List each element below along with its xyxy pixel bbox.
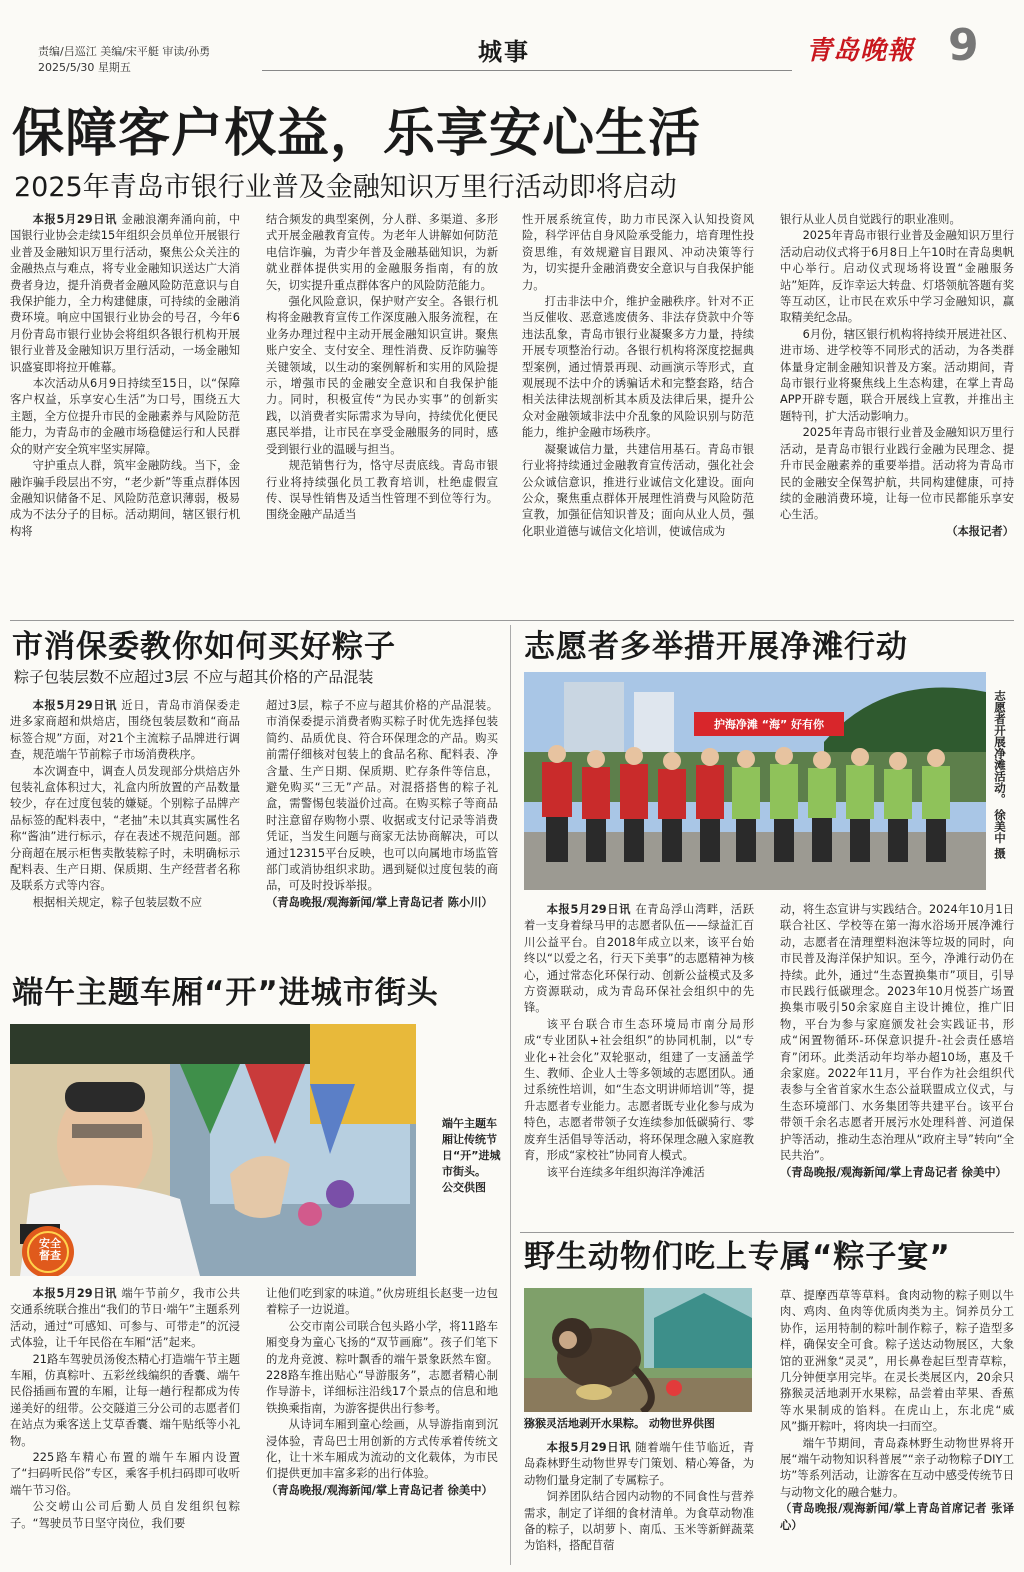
paragraph-text: 随着端午佳节临近，青岛森林野生动物世界专门策划、精心筹备，为动物们量身定制了专属粽子。 <box>524 1441 754 1487</box>
main-col-3 <box>522 212 754 612</box>
paragraph <box>10 698 240 764</box>
paragraph: 草、提摩西草等草料。食肉动物的粽子则以牛肉、鸡肉、鱼肉等优质肉类为主。饲养员分工协作，运用特制的粽叶制作粽子，粽子造型多样，确保安全可食。粽子送达动物展区，大象馆的亚洲象“灵灵”，用长鼻卷起巨型青草粽，几分钟便享用完毕。在灵长类展区内，20余只猕猴灵活地剥开水果粽，品尝着由苹果、香蕉等水果制成的馅料。在虎山上，东北虎“威风”撕开粽叶，将肉块一扫而空。 <box>780 1289 1014 1434</box>
caption-credit: 动物世界供图 <box>648 1417 715 1430</box>
paragraph: 公交市南公司联合包头路小学，将11路车厢变身为童心飞扬的“双节画廊”。孩子们笔下的龙舟竞渡、粽叶飘香的端午景象跃然车窗。228路车推出贴心“导游服务”，志愿者精心制作导游卡，详细标注沿线17个景点的信息和地铁换乘指南，为游客提供出行参考。 <box>266 1319 498 1415</box>
paragraph: 公交崂山公司后勤人员自发组织包粽子。“驾驶员节日坚守岗位，我们要 <box>10 1500 240 1530</box>
paragraph: 端午节期间，青岛森林野生动物世界将开展“端午动物知识科普展”“亲子动物粽子DIY工坊”等系列活动，让游客在互动中感受传统节日与动物文化的融合魅力。 <box>780 1436 1014 1499</box>
paragraph: 动，将生态宣讲与实践结合。2024年10月1日联合社区、学校等在第一海水浴场开展净滩行动，志愿者在清理塑料泡沫等垃圾的同时，向市民普及海洋保护知识。至今，净滩行动仍在持续。此外，通过“生态置换集市”项目，引导市民践行低碳理念。2023年10月悦荟广场置换集市吸引50余家庭自主设计摊位，推广旧物，平台为参与家庭颁发社会实践证书，形成“闲置物循环-环保意识提升-社会责任感培育”闭环。此类活动年均举办超10场，惠及千余家庭。2022年11月，平台作为社会组织代表参与全省首家水生态公益联盟成立仪式，与生态环境部门、水务集团等共建平台。该平台带领千余名志愿者开展污水处理科普、河道保护等活动，推动生态治理从“政府主导”转向“全民共治”。 <box>780 903 1014 1163</box>
paragraph: 打击非法中介，维护金融秩序。针对不正当反催收、恶意逃废债务、非法存贷款中介等违法乱象，青岛市银行业凝聚多方力量，持续开展专项整治行动。各银行机构将深度挖掘典型案例，通过情景再现、动画演示等形式，直观展现不法中介的诱骗话术和完整套路，结合相关法律法规剖析其本质及法律后果，提升公众对金融领域非法中介乱象的风险识别与防范能力，维护金融市场秩序。 <box>522 295 754 440</box>
volunteer-headline: 志愿者多举措开展净滩行动 <box>524 629 908 665</box>
bus-photo-caption <box>442 1116 502 1196</box>
byline: （青岛晚报/观海新闻/掌上青岛记者 徐美中） <box>266 1483 493 1497</box>
dateline: 本报5月29日讯 <box>32 213 118 226</box>
column-divider <box>510 625 511 1565</box>
byline: （本报记者） <box>946 524 1014 538</box>
zongzi-subheadline: 粽子包装层数不应超过3层 不应与超其价格的产品混装 <box>14 668 374 686</box>
bus-col-1 <box>10 1286 240 1568</box>
paragraph: 凝聚诚信力量，共建信用基石。青岛市银行业将持续通过金融教育宣传活动，强化社会公众诚信意识，推进行业诚信文化建设。面向公众，聚焦重点群体开展理性消费与风险防范宣教，加强征信知识普及；面向从业人员，强化职业道德与诚信文化培训，使诚信成为 <box>522 442 754 538</box>
caption-text: 志愿者开展净滩活动。 <box>993 690 1007 805</box>
paragraph: 从诗词车厢到童心绘画，从导游指南到沉浸体验，青岛巴士用创新的方式传承着传统文化，让十米车厢成为流动的文化载体，为市民们提供更加丰富多彩的出行体验。 <box>266 1418 498 1481</box>
bus-photo <box>10 1024 416 1276</box>
byline: （青岛晚报/观海新闻/掌上青岛首席记者 张译心） <box>780 1502 1014 1532</box>
paragraph: 本次调查中，调查人员发现部分烘焙店外包装礼盒体积过大，礼盒内所放置的产品数量较少，存在过度包装的嫌疑。个别粽子品牌产品标签的配料表中，“老抽”未以其真实属性名称“酱油”进行标示，存在表述不规范问题。部分商超在展示柜售卖散装粽子时，未明确标示配料表、生产日期、保质期、生产经营者名称及联系方式等内容。 <box>10 764 240 893</box>
paragraph: 结合频发的典型案例，分人群、多渠道、多形式开展金融教育宣传。为老年人讲解如何防范电信诈骗，为青少年普及金融基础知识，为新就业群体提供实用的金融服务指南，有的放矢，切实提升重点群体客户的风险防范能力。 <box>266 213 498 292</box>
zongzi-headline: 市消保委教你如何买好粽子 <box>12 629 396 665</box>
caption-credit: 徐美中 摄 <box>993 809 1007 860</box>
paragraph: 该平台连续多年组织海洋净滩活 <box>546 1165 705 1179</box>
date-line: 2025/5/30 星期五 <box>38 61 131 74</box>
paragraph <box>10 1286 240 1352</box>
volunteer-col-2 <box>780 902 1014 1228</box>
paragraph: 饲养团队结合园内动物的不同食性与营养需求，制定了详细的食材清单。为食草动物准备的粽子，以胡萝卜、南瓜、玉米等新鲜蔬菜为馅料，搭配苜蓿 <box>524 1490 754 1553</box>
masthead-rule <box>262 70 792 71</box>
animal-photo-image <box>524 1288 752 1412</box>
main-col-4 <box>780 212 1014 612</box>
paragraph: 本次活动从6月9日持续至15日，以“保障客户权益，乐享安心生活”为口号，围绕五大主题，全方位提升市民的金融素养与风险防范能力，为青岛市的金融市场稳健运行和人民群众的财产安全筑牢坚实屏障。 <box>10 377 240 456</box>
paragraph: 让他们吃到家的味道。”伙房班组长赵斐一边包着粽子一边说道。 <box>266 1287 498 1317</box>
animal-col-1 <box>524 1440 754 1568</box>
paragraph: 强化风险意识，保护财产安全。各银行机构将金融教育宣传工作深度融入服务流程，在业务办理过程中主动开展金融知识宣讲。聚焦账户安全、支付安全、理性消费、反诈防骗等关键领域，以生动的案例解析和实用的风险提示，增强市民的金融安全意识和自我保护能力。同时，积极宣传“为民办实事”的创新实践，以消费者实际需求为导向，持续优化便民惠民举措，让市民在享受金融服务的同时，感受到银行业的温暖与担当。 <box>266 295 498 456</box>
masthead-meta <box>38 44 258 76</box>
animal-col-2 <box>780 1288 1014 1568</box>
dateline: 本报5月29日讯 <box>546 903 632 916</box>
paragraph: 银行从业人员自觉践行的职业准则。 <box>780 213 961 226</box>
caption-text: 猕猴灵活地剥开水果粽。 <box>524 1417 645 1430</box>
paragraph: 2025年青岛市银行业普及金融知识万里行活动，是青岛市银行业践行金融为民理念、提升市民金融素养的重要举措。活动将为青岛市民的金融安全保驾护航，共同构建健康，可持续的金融消费环境，让每一位市民都能乐享安心生活。 <box>780 426 1014 522</box>
paragraph: 根据相关规定，粽子包装层数不应 <box>32 895 203 909</box>
paragraph-text: 金融浪潮奔涌向前，中国银行业协会走续15年组织会员单位开展银行业普及金融知识万里行活动，聚焦公众关注的金融热点与难点，将专业金融知识送达广大消费者身边，提升消费者金融风险防范意识与自我保护能力，全力构建健康，可持续的金融消费环境。响应中国银行业协会的号召，今年6月份青岛市银行业协会将组织各银行机构开展银行业普及金融知识万里行活动，一场金融知识盛宴即将拉开帷幕。 <box>10 213 240 374</box>
page-number: 9 <box>948 20 979 71</box>
volunteer-photo-caption <box>992 690 1008 900</box>
paragraph <box>10 212 240 376</box>
byline: （青岛晚报/观海新闻/掌上青岛记者 徐美中） <box>780 1165 1007 1179</box>
volunteer-col-1 <box>524 902 754 1228</box>
volunteer-photo-image <box>524 672 986 890</box>
paragraph <box>524 1440 754 1489</box>
banner-text: 护海净滩 “海” 好有你 <box>713 718 825 731</box>
newspaper-logo: 青岛晚報 <box>806 36 915 66</box>
zongzi-col-2 <box>266 698 498 960</box>
section-divider <box>520 1232 1014 1233</box>
paragraph-text: 端午节前夕，我市公共交通系统联合推出“我们的节日·端午”主题系列活动，通过“可感知、可参与、可带走”的沉浸式体验，让千年民俗在车厢“活”起来。 <box>10 1287 240 1350</box>
dateline: 本报5月29日讯 <box>32 699 118 712</box>
paragraph: 超过3层，粽子不应与超其价格的产品混装。市消保委提示消费者购买粽子时优先选择包装简约、品质优良、符合环保理念的产品。购买前需仔细核对包装上的食品名称、配料表、净含量、生产日期、保质期、贮存条件等信息，避免购买“三无”产品。对混搭搭售的粽子礼盒，需警惕包装溢价过高。在购买粽子等商品时注意留存购物小票、收据或支付记录等消费凭证，当发生问题与商家无法协商解决，可以通过12315平台反映，也可以向属地市场监管部门或消协组织求助。遇到疑似过度包装的商品，可及时投诉举报。 <box>266 699 498 893</box>
main-col-2 <box>266 212 498 612</box>
paragraph-text: 近日，青岛市消保委走进多家商超和烘焙店，围绕包装层数和“商品标签合规”方面，对21个主流粽子品牌进行调查，规范端午节前粽子市场消费秩序。 <box>10 699 240 762</box>
paragraph-text: 在青岛浮山湾畔，活跃着一支身着绿马甲的志愿者队伍——绿益汇百川公益平台。自2018年成立以来，该平台始终以“以爱之名，行天下美事”的志愿精神为核心，通过常态化环保行动、创新公益模式及多方资源联动，成为青岛环保社会组织中的先锋。 <box>524 903 754 1015</box>
main-subheadline: 2025年青岛市银行业普及金融知识万里行活动即将启动 <box>14 172 677 203</box>
paragraph: 该平台联合市生态环境局市南分局形成“专业团队+社会组织”的协同机制，以“专业化+社会化”双轮驱动，组建了一支涵盖学生、教师、企业人士等多领域的志愿团队。通过系统性培训，如“生态文明讲师培训”等，提升志愿者专业能力。志愿者既专业化参与成为特色，志愿者带领子女连续参加低碳骑行、零废弃生活倡导等活动，将环保理念融入家庭教育，形成“家校社”协同育人模式。 <box>524 1017 754 1163</box>
paragraph <box>524 902 754 1017</box>
section-divider <box>10 620 1014 621</box>
byline: （青岛晚报/观海新闻/掌上青岛记者 陈小川） <box>266 895 493 909</box>
dateline: 本报5月29日讯 <box>32 1287 118 1300</box>
animal-photo-caption <box>524 1416 764 1432</box>
paragraph: 守护重点人群，筑牢金融防线。当下，金融诈骗手段层出不穷，“老少新”等重点群体因金融知识储备不足、风险防范意识薄弱，极易成为不法分子的目标。活动期间，辖区银行机构将 <box>10 459 240 538</box>
section-title: 城事 <box>478 38 530 66</box>
editors-line: 责编/吕巡江 美编/宋平艇 审读/孙勇 <box>38 45 211 58</box>
main-col-1 <box>10 212 240 612</box>
main-headline: 保障客户权益，乐享安心生活 <box>12 104 702 164</box>
paragraph: 2025年青岛市银行业普及金融知识万里行活动启动仪式将于6月8日上午10时在青岛奥帆中心举行。启动仪式现场将设置“金融服务站”矩阵，反诈幸运大转盘、灯塔领航答题有奖等互动区，让市民在欢乐中学习金融知识，赢取精美纪念品。 <box>780 229 1014 325</box>
paragraph: 性开展系统宣传，助力市民深入认知投资风险，科学评估自身风险承受能力，培育理性投资思维，有效规避盲目跟风、冲动决策等行为，切实提升金融消费安全意识与自我保护能力。 <box>522 213 754 292</box>
bus-photo-image <box>10 1024 416 1276</box>
volunteer-photo <box>524 672 986 890</box>
dateline: 本报5月29日讯 <box>546 1441 632 1454</box>
animal-photo <box>524 1288 752 1412</box>
caption-text: 端午主题车厢让传统节日“开”进城市街头。 <box>442 1117 501 1178</box>
badge-text: 安全督查 <box>39 1237 61 1262</box>
caption-credit: 公交供图 <box>442 1181 486 1194</box>
zongzi-col-1 <box>10 698 240 960</box>
paragraph: 225路车精心布置的端午车厢内设置了“扫码听民俗”专区，乘客手机扫码即可收听端午节习俗。 <box>10 1451 240 1497</box>
animal-headline: 野生动物们吃上专属“粽子宴” <box>524 1239 951 1275</box>
paragraph: 21路车驾驶员汤俊杰精心打造端午节主题车厢，仿真粽叶、五彩丝线编织的香囊、端午民俗插画布置的车厢，让每一趟行程都成为传递美好的纽带。公交隧道三分公司的志愿者们在站点为乘客送上艾草香囊、端午贴纸等小礼物。 <box>10 1352 240 1448</box>
paragraph: 6月份，辖区银行机构将持续开展进社区、进市场、进学校等不同形式的活动，为各类群体量身定制金融知识普及方案。活动期间，青岛市银行业将聚焦线上生态构建，在掌上青岛APP开辟专题，联合开展线上宣教，并推出主题特刊，扩大活动影响力。 <box>780 327 1014 423</box>
paragraph: 规范销售行为，恪守尽责底线。青岛市银行业将持续强化员工教育培训，杜绝虚假宣传、误导性销售及适当性管理不到位等行为。围绕金融产品适当 <box>266 459 498 522</box>
bus-headline: 端午主题车厢“开”进城市街头 <box>12 975 439 1011</box>
bus-col-2 <box>266 1286 498 1568</box>
